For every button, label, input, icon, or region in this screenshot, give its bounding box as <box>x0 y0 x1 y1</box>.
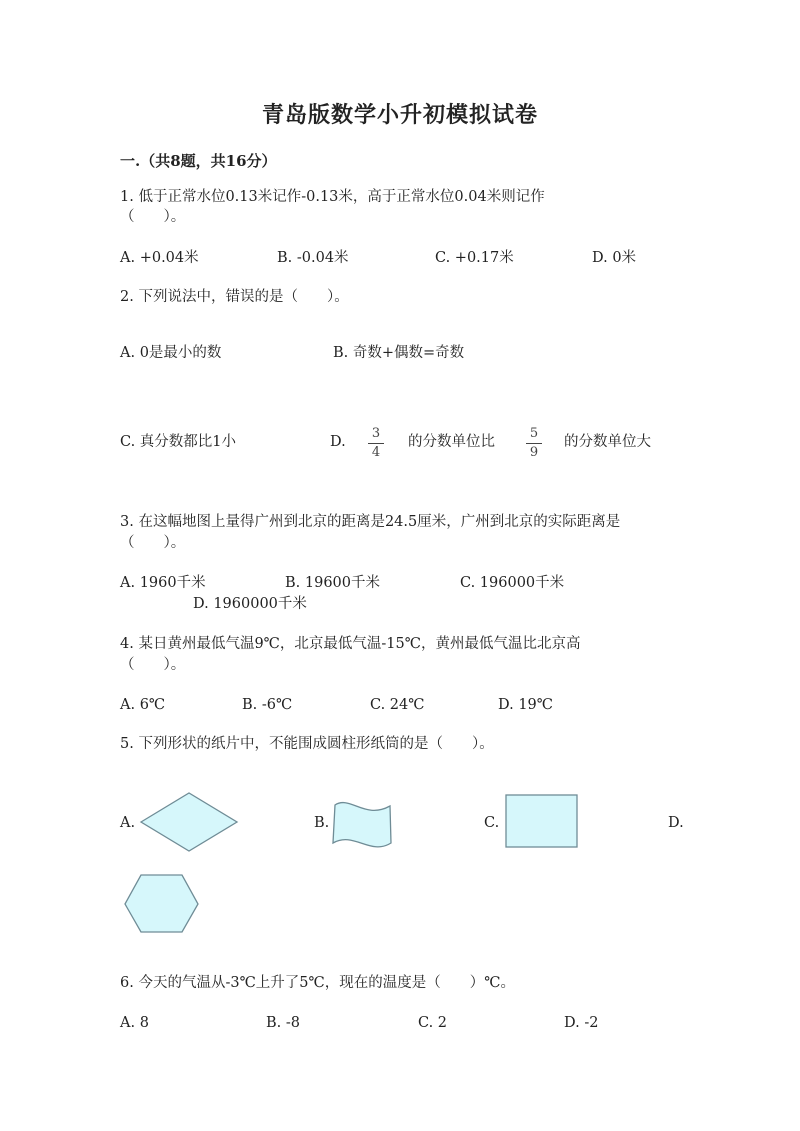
question-4-option-d: D. 19℃ <box>498 697 553 713</box>
question-4-option-a: A. 6℃ <box>120 697 166 713</box>
question-2-option-b: B. 奇数+偶数=奇数 <box>333 345 465 361</box>
fraction-denominator: 9 <box>529 445 539 460</box>
question-4-option-c: C. 24℃ <box>370 697 425 713</box>
question-2-option-d-text: 的分数单位比 <box>408 434 495 450</box>
wavy-sheet-shape <box>332 800 394 852</box>
rectangle-shape <box>505 794 579 849</box>
question-4-stem: 4. 某日黄州最低气温9℃，北京最低气温-15℃，黄州最低气温比北京高 <box>120 636 581 652</box>
question-1-option-c: C. +0.17米 <box>435 250 514 266</box>
question-2-option-c: C. 真分数都比1小 <box>120 434 237 450</box>
question-2-stem: 2. 下列说法中，错误的是（ ）。 <box>120 289 349 305</box>
question-6-option-a: A. 8 <box>120 1015 149 1031</box>
question-5-option-d: D. <box>668 815 684 831</box>
question-5-option-b: B. <box>314 815 330 831</box>
question-6-stem: 6. 今天的气温从-3℃上升了5℃，现在的温度是（ ）℃。 <box>120 975 515 991</box>
question-5-stem: 5. 下列形状的纸片中，不能围成圆柱形纸筒的是（ ）。 <box>120 736 494 752</box>
fraction-five-ninths <box>525 426 543 461</box>
question-5-option-c: C. <box>484 815 500 831</box>
fraction-denominator: 4 <box>371 445 381 460</box>
question-6-option-d: D. -2 <box>564 1015 599 1031</box>
fraction-numerator: 5 <box>529 426 539 441</box>
section-heading: 一.（共8题，共16分） <box>120 152 277 170</box>
question-2-option-d-label: D. <box>330 434 346 450</box>
fraction-three-quarters <box>367 426 385 461</box>
question-3-option-c: C. 196000千米 <box>460 575 565 591</box>
question-3-blank: （ ）。 <box>120 535 186 551</box>
question-4-blank: （ ）。 <box>120 657 186 673</box>
question-1-option-b: B. -0.04米 <box>277 250 349 266</box>
question-1-stem: 1. 低于正常水位0.13米记作-0.13米，高于正常水位0.04米则记作 <box>120 189 545 205</box>
hexagon-shape <box>124 874 200 934</box>
question-6-option-c: C. 2 <box>418 1015 448 1031</box>
question-1-option-d: D. 0米 <box>592 250 637 266</box>
question-2-option-a: A. 0是最小的数 <box>120 345 222 361</box>
question-2-option-d-end: 的分数单位大 <box>564 434 651 450</box>
question-1-option-a: A. +0.04米 <box>120 250 199 266</box>
rhombus-shape <box>140 792 240 852</box>
question-5-option-a: A. <box>120 815 136 831</box>
question-4-option-b: B. -6℃ <box>242 697 293 713</box>
page-title: 青岛版数学小升初模拟试卷 <box>261 102 538 128</box>
fraction-numerator: 3 <box>371 426 381 441</box>
question-3-stem: 3. 在这幅地图上量得广州到北京的距离是24.5厘米，广州到北京的实际距离是 <box>120 514 621 530</box>
question-3-option-d: D. 1960000千米 <box>193 596 307 612</box>
question-3-option-b: B. 19600千米 <box>285 575 381 591</box>
question-6-option-b: B. -8 <box>266 1015 300 1031</box>
question-1-blank: （ ）。 <box>120 209 186 225</box>
question-3-option-a: A. 1960千米 <box>120 575 206 591</box>
